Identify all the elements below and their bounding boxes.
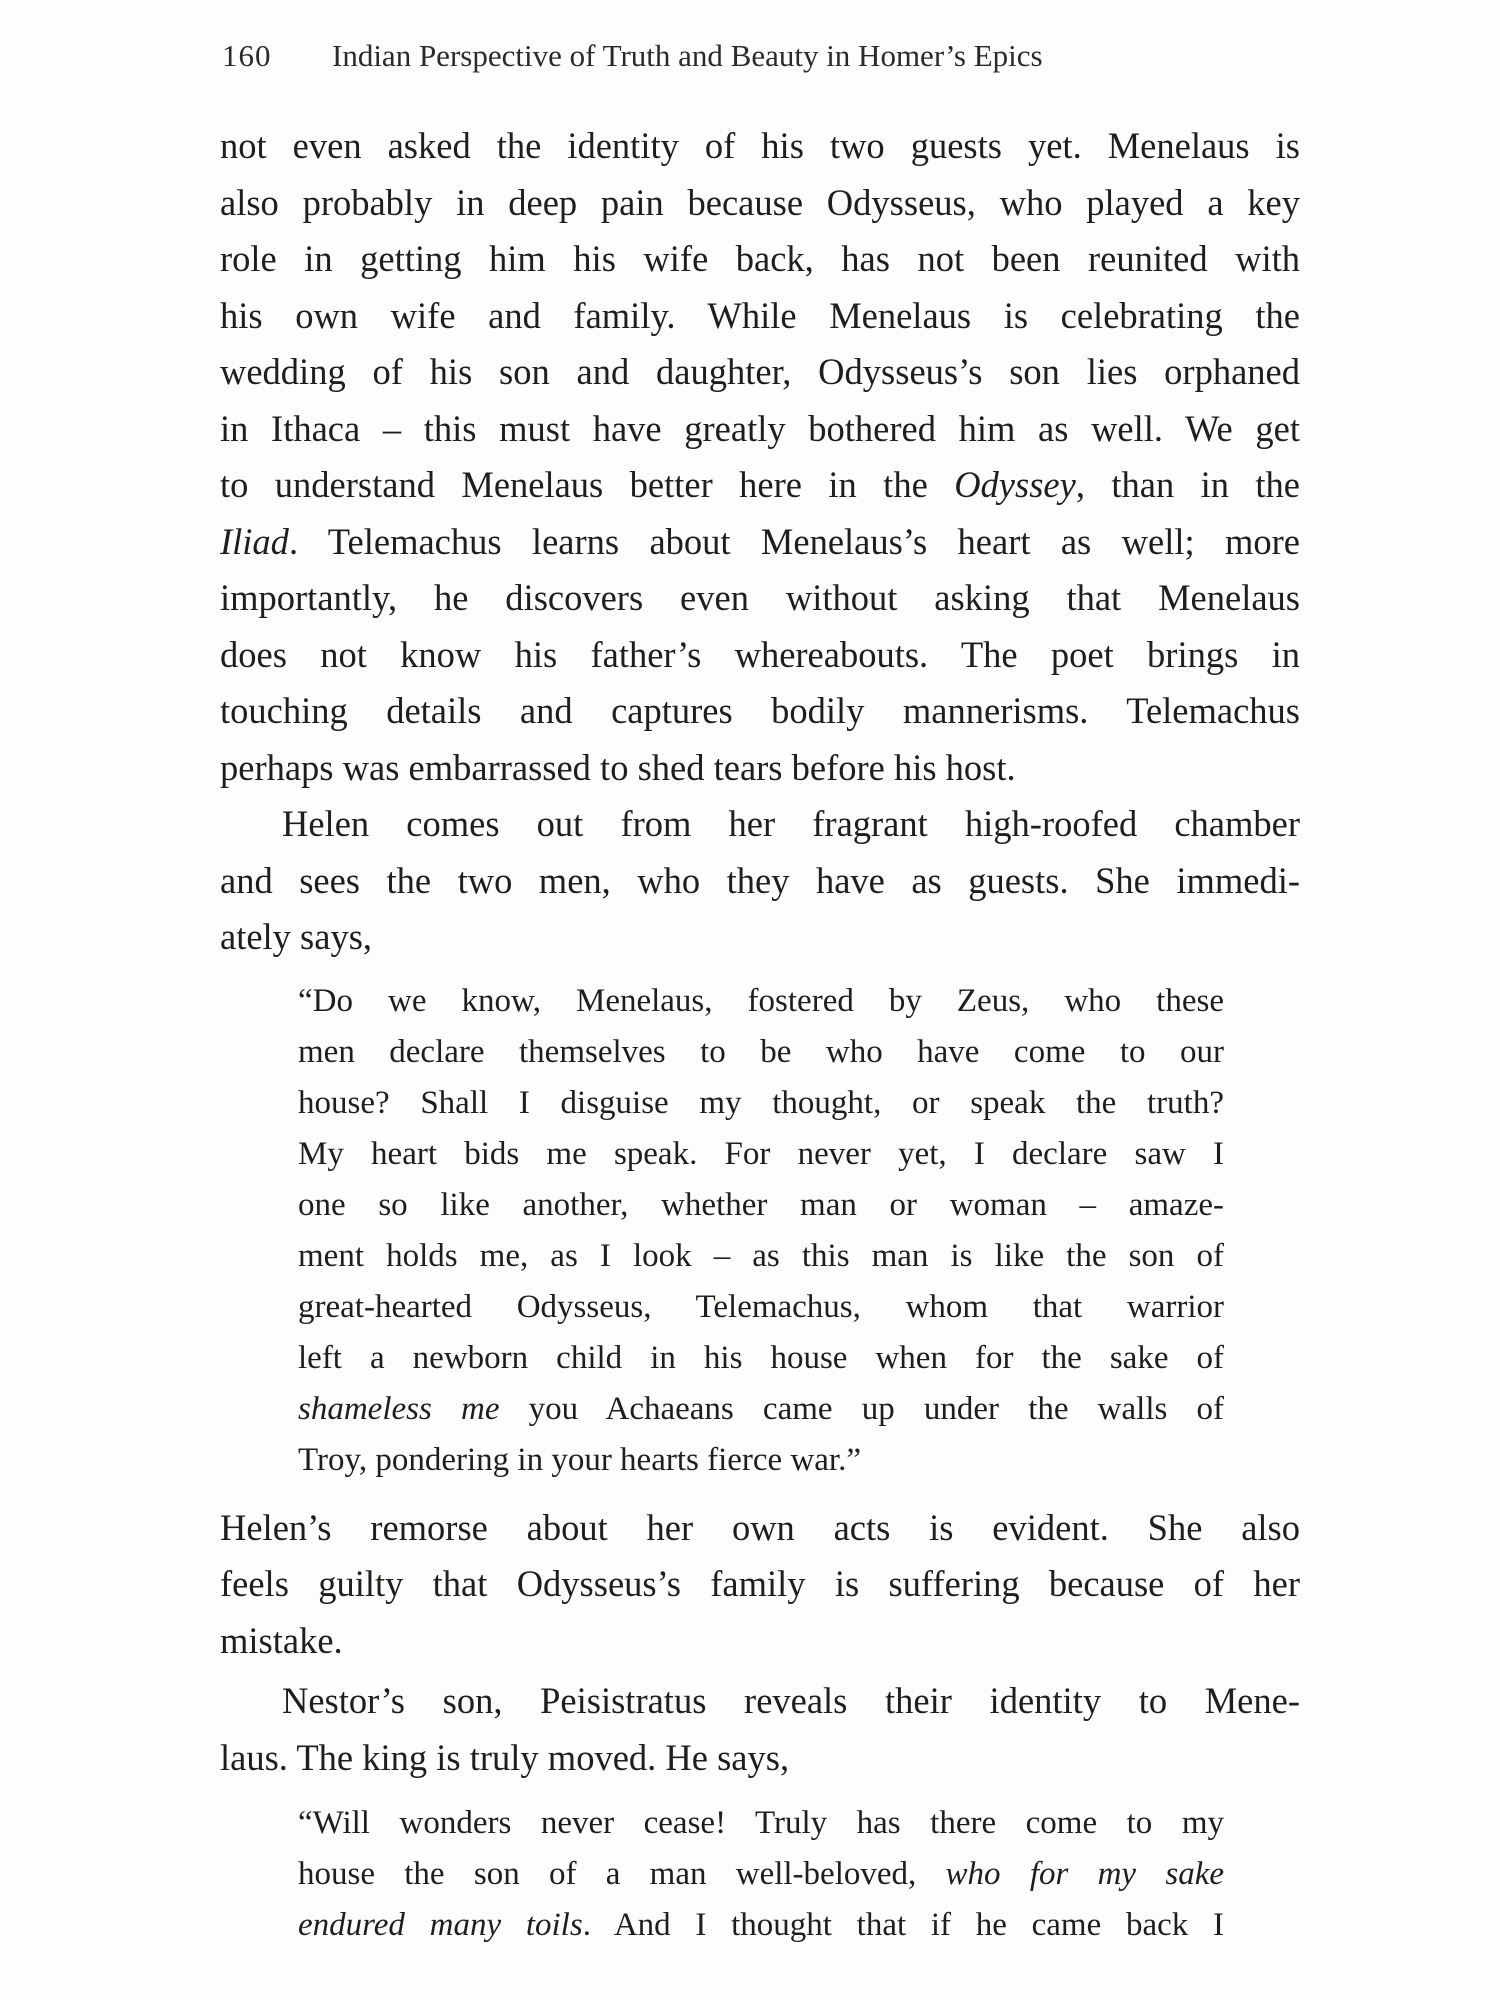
quote-line: one so like another, whether man or woman – amaze- bbox=[298, 1186, 1224, 1223]
running-title: Indian Perspective of Truth and Beauty in Homer’s Epics bbox=[332, 38, 1043, 73]
quote-line: Troy, pondering in your hearts fierce war.” bbox=[298, 1441, 861, 1478]
text-run: . And I thought that if he came back I bbox=[582, 1907, 1224, 1943]
quote-line bbox=[298, 1900, 1224, 1951]
italic-emphasis: shameless me bbox=[298, 1390, 500, 1427]
text-line: Helen comes out from her fragrant high-roofed chamber bbox=[282, 803, 1300, 844]
text-run: . Telemachus learns about Menelaus’s heart as well; more bbox=[288, 520, 1300, 562]
italic-emphasis: who for my sake bbox=[945, 1856, 1224, 1892]
quote-line: men declare themselves to be who have come to our bbox=[298, 1033, 1224, 1070]
text-run: house the son of a man well-beloved, bbox=[298, 1856, 946, 1892]
quote-line: house? Shall I disguise my thought, or speak the truth? bbox=[298, 1084, 1224, 1121]
text-line: also probably in deep pain because Odysseus, who played a key bbox=[220, 181, 1300, 223]
text-line bbox=[220, 514, 1300, 571]
quote-line: great-hearted Odysseus, Telemachus, whom that warrior bbox=[298, 1288, 1224, 1325]
text-line: laus. The king is truly moved. He says, bbox=[220, 1736, 790, 1778]
text-run: to understand Menelaus better here in the bbox=[220, 464, 955, 505]
text-line: not even asked the identity of his two guests yet. Menelaus is bbox=[220, 125, 1300, 166]
text-line: feels guilty that Odysseus’s family is suffering because of her bbox=[220, 1563, 1300, 1604]
text-line: importantly, he discovers even without asking that Menelaus bbox=[220, 577, 1300, 618]
text-line: touching details and captures bodily mannerisms. Telemachus bbox=[220, 690, 1300, 731]
body-text bbox=[220, 118, 1300, 1961]
text-line: his own wife and family. While Menelaus is celebrating the bbox=[220, 294, 1300, 336]
text-line: and sees the two men, who they have as guests. She immedi- bbox=[220, 859, 1300, 901]
paragraph-3 bbox=[220, 1500, 1300, 1670]
italic-emphasis: endured many toils bbox=[298, 1907, 583, 1943]
block-quote-menelaus bbox=[298, 1798, 1224, 1951]
text-line: Helen’s remorse about her own acts is evident. She also bbox=[220, 1506, 1300, 1548]
text-line: in Ithaca – this must have greatly bothered him as well. We get bbox=[220, 407, 1300, 449]
quote-line bbox=[298, 1849, 1224, 1900]
text-line bbox=[220, 457, 1300, 514]
page-number: 160 bbox=[222, 38, 272, 73]
quote-line: My heart bids me speak. For never yet, I declare saw I bbox=[298, 1135, 1224, 1172]
text-run: , than in the bbox=[1075, 464, 1300, 505]
quote-line: “Do we know, Menelaus, fostered by Zeus, who these bbox=[298, 982, 1224, 1019]
italic-title: Odyssey bbox=[954, 464, 1076, 505]
paragraph-4 bbox=[220, 1673, 1300, 1786]
text-run: you Achaeans came up under the walls of bbox=[499, 1390, 1224, 1427]
text-line: mistake. bbox=[220, 1619, 343, 1661]
text-line: does not know his father’s whereabouts. The poet brings in bbox=[220, 633, 1300, 675]
running-head bbox=[222, 38, 1302, 74]
quote-line: “Will wonders never cease! Truly has there come to my bbox=[298, 1805, 1224, 1841]
text-line: role in getting him his wife back, has not been reunited with bbox=[220, 238, 1300, 279]
paragraph-1 bbox=[220, 118, 1300, 796]
text-line: ately says, bbox=[220, 916, 373, 957]
text-line: Nestor’s son, Peisistratus reveals their identity to Mene- bbox=[282, 1680, 1300, 1721]
block-quote-helen bbox=[298, 976, 1224, 1486]
paragraph-2 bbox=[220, 796, 1300, 966]
quote-line bbox=[298, 1384, 1224, 1435]
quote-line: left a newborn child in his house when for the sake of bbox=[298, 1339, 1224, 1376]
text-line: wedding of his son and daughter, Odysseus’s son lies orphaned bbox=[220, 351, 1300, 392]
italic-title: Iliad bbox=[220, 520, 289, 562]
text-line: perhaps was embarrassed to shed tears before his host. bbox=[220, 746, 1016, 788]
quote-line: ment holds me, as I look – as this man is like the son of bbox=[298, 1237, 1224, 1274]
